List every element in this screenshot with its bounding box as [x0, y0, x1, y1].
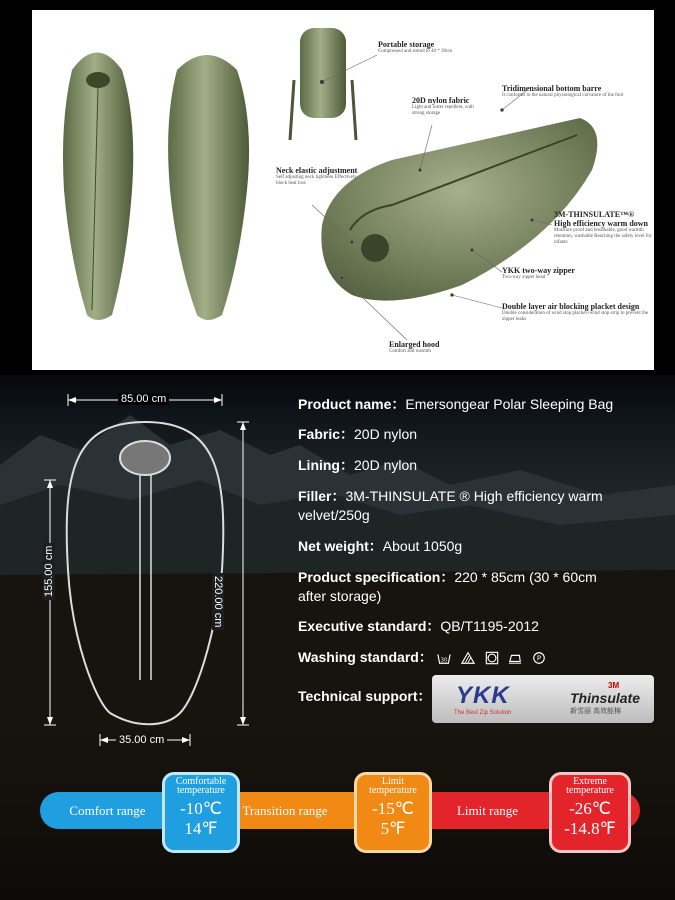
bleach-icon	[461, 651, 475, 665]
callout-ykk-zipper	[502, 266, 575, 281]
transition-range-label: Transition range	[242, 802, 328, 818]
dim-length-inner: 155.00 cm	[43, 543, 55, 600]
temp-fahrenheit: 14℉	[184, 819, 218, 838]
spec-washing-standard	[298, 648, 552, 667]
callout-desc: Comfort and warmth	[389, 349, 431, 354]
spec-label: Fabric：	[298, 426, 355, 442]
spec-value: 3M-THINSULATE ® High efficiency warm velvet/250g	[298, 488, 603, 523]
callout-title: Double layer air blocking placket design	[502, 302, 640, 311]
spec-value: About 1050g	[382, 538, 463, 554]
tumble-dry-icon	[485, 651, 499, 665]
extreme-temp-box	[549, 772, 631, 853]
temp-fahrenheit: -14.8℉	[564, 819, 616, 838]
thinsulate-logo-sub: 新雪丽 高效能棉	[570, 708, 621, 715]
callout-title: Neck elastic adjustment	[276, 166, 358, 175]
callout-placket	[502, 302, 650, 323]
spec-label: Technical support：	[298, 688, 432, 704]
temp-celsius: -15℃	[372, 799, 414, 818]
temp-fahrenheit: 5℉	[380, 819, 406, 838]
3m-logo: 3M	[608, 681, 620, 690]
spec-label: Net weight：	[298, 538, 383, 554]
comfort-range-bar	[40, 792, 175, 829]
limit-temp-box	[354, 772, 432, 853]
callout-portable-storage	[378, 40, 452, 55]
spec-label: Product name：	[298, 396, 406, 412]
spec-label: Washing standard：	[298, 649, 433, 665]
callout-title: Tridimensional bottom barre	[502, 84, 602, 93]
temp-head: Comfortable temperature	[175, 776, 227, 796]
spec-product-specification	[298, 568, 618, 606]
dry-clean-icon	[532, 651, 546, 665]
callout-tridimensional	[502, 84, 642, 99]
temp-celsius: -26℃	[569, 799, 611, 818]
comfort-range-label: Comfort range	[69, 802, 146, 818]
callout-desc: It conforms to the natural physiological curvature of the foot	[502, 93, 624, 98]
callout-neck-adjustment	[276, 166, 366, 187]
spec-executive-standard	[298, 617, 539, 636]
spec-technical-support	[298, 687, 432, 706]
wash-30-icon	[437, 651, 451, 665]
callout-thinsulate	[554, 210, 652, 246]
callout-title: 20D nylon fabric	[412, 96, 470, 105]
callout-title: Enlarged hood	[389, 340, 440, 349]
spec-net-weight	[298, 537, 462, 556]
spec-value: 20D nylon	[354, 457, 418, 473]
spec-lining	[298, 456, 417, 475]
callout-title: YKK two-way zipper	[502, 266, 575, 275]
callout-desc: Moisture proof and breathable, good warmth retention, washable Reaching the safety level for infants	[554, 228, 652, 245]
dim-length-total: 220.00 cm	[212, 573, 224, 630]
hood-opening	[120, 441, 170, 475]
dim-width-bottom: 35.00 cm	[116, 734, 167, 746]
temp-head: Extreme temperature	[566, 776, 614, 796]
callout-enlarged-hood	[389, 340, 439, 355]
spec-label: Product specification：	[298, 569, 455, 585]
iron-icon	[508, 651, 522, 665]
callout-title: Portable storage	[378, 40, 435, 49]
svg-text:P: P	[537, 654, 542, 663]
tech-support-logos	[432, 675, 654, 723]
spec-label: Filler：	[298, 488, 346, 504]
temp-celsius: -10℃	[180, 799, 222, 818]
callout-nylon-fabric	[412, 96, 487, 117]
callout-desc: Light and water repellent, with strong storage	[412, 105, 474, 116]
spec-value: Emersongear Polar Sleeping Bag	[405, 396, 614, 412]
ykk-logo: YKK	[456, 682, 510, 709]
spec-value: 20D nylon	[354, 426, 418, 442]
wash-temp: 30	[440, 657, 448, 664]
spec-value: QB/T1195-2012	[440, 618, 539, 634]
callout-desc: Self adjusting neck tightness Effectively block heat loss	[276, 175, 357, 186]
thinsulate-logo: Thinsulate	[570, 690, 641, 706]
callout-title-2: High efficiency warm down	[554, 219, 648, 228]
comfortable-temp-box	[162, 772, 240, 853]
ykk-logo-sub: The Best Zip Solution	[454, 710, 512, 716]
limit-range-label: Limit range	[456, 802, 518, 818]
callout-desc: Two-way zipper head	[502, 275, 546, 280]
dim-width-top: 85.00 cm	[118, 393, 169, 405]
spec-value: 220 * 85cm (30 * 60cm after storage)	[298, 569, 597, 604]
temp-head: Limit temperature	[369, 776, 417, 796]
product-image-panel	[32, 10, 654, 370]
callout-desc: Double consideration of wind stop placket+wind stop strip to prevent the zipper leaks	[502, 311, 649, 322]
spec-label: Lining：	[298, 457, 354, 473]
spec-fabric	[298, 425, 417, 444]
spec-label: Executive standard：	[298, 618, 441, 634]
callout-title: 3M-THINSULATE™®	[554, 210, 635, 219]
spec-product-name	[298, 395, 613, 414]
callout-desc: Compressed and stored to 40 * 30cm	[378, 49, 453, 54]
spec-filler	[298, 487, 638, 525]
